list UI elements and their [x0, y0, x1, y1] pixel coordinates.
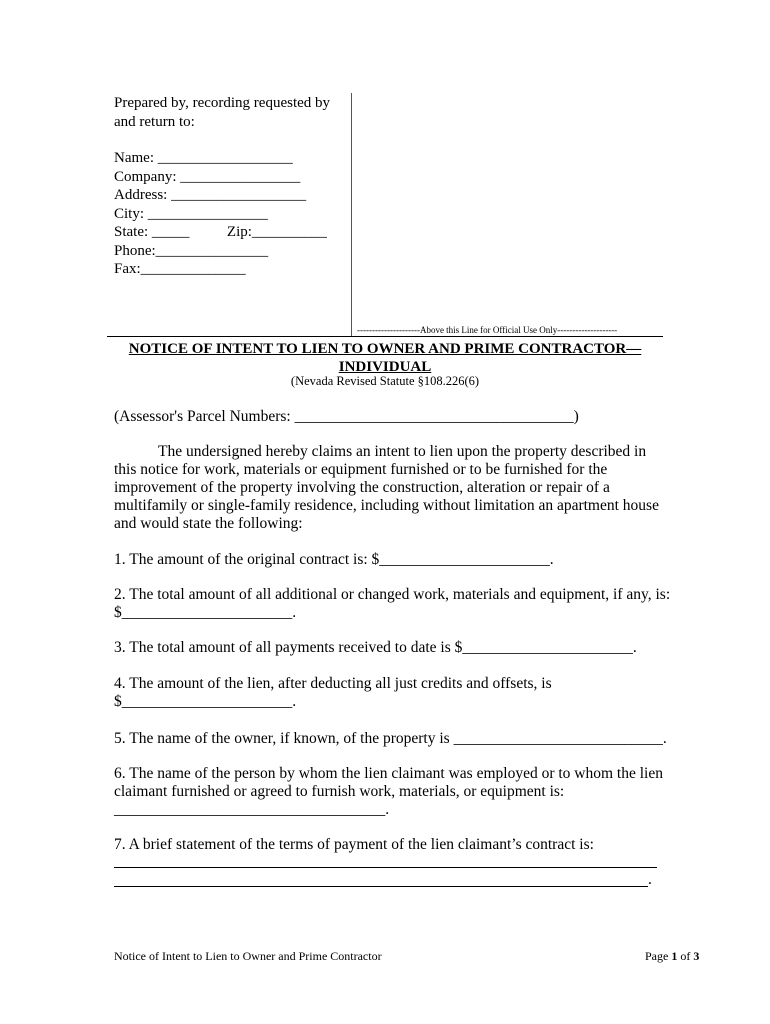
item-7-period: .	[648, 871, 652, 888]
item-7: 7. A brief statement of the terms of payment of the lien claimant’s contract is:	[114, 836, 594, 853]
item-2-line1: 2. The total amount of all additional or changed work, materials and equipment, if any, is:	[114, 586, 671, 603]
company-field: Company: ________________	[114, 168, 301, 185]
item-6-line2: claimant furnished or agreed to furnish work, materials, or equipment is:	[114, 783, 565, 800]
document-title	[107, 340, 663, 376]
footer-title: Notice of Intent to Lien to Owner and Prime Contractor	[114, 949, 382, 963]
address-field: Address: __________________	[114, 187, 307, 203]
fax-field: Fax:______________	[114, 261, 246, 277]
prepared-by-block	[114, 94, 330, 279]
item-6-line1: 6. The name of the person by whom the lien claimant was employed or to whom the lien	[114, 765, 663, 782]
horizontal-divider	[107, 336, 663, 337]
page-total: 3	[693, 949, 700, 963]
item-1: 1. The amount of the original contract is: $______________________.	[114, 551, 554, 568]
item-2	[114, 586, 670, 622]
item-2-line2: $______________________.	[114, 604, 297, 621]
title-line2: INDIVIDUAL	[338, 359, 432, 375]
state-zip-field: State: _____ Zip:__________	[114, 224, 327, 240]
city-field: City: ________________	[114, 205, 268, 222]
page-of: of	[677, 949, 694, 963]
name-field: Name: __________________	[114, 150, 293, 166]
item-4	[114, 675, 552, 711]
official-use-label: ---------------------Above this Line for Official Use Only--------------------	[357, 325, 618, 335]
item-4-line1: 4. The amount of the lien, after deducting all just credits and offsets, is	[114, 675, 552, 692]
item-6	[114, 765, 663, 819]
item-7-blank-line1	[114, 867, 657, 868]
item-4-line2: $______________________.	[114, 693, 297, 710]
page-current: 1	[671, 949, 678, 963]
item-5: 5. The name of the owner, if known, of the property is ___________________________.	[114, 730, 667, 747]
title-line1: NOTICE OF INTENT TO LIEN TO OWNER AND PRIME CONTRACTOR—	[128, 341, 642, 357]
vertical-divider	[351, 93, 352, 336]
item-6-line3: ___________________________________.	[114, 801, 390, 818]
parcel-numbers-field: (Assessor's Parcel Numbers: ____________________________________)	[114, 408, 579, 425]
page-word: Page	[645, 949, 672, 963]
statute-reference: (Nevada Revised Statute §108.226(6)	[290, 374, 480, 388]
phone-field: Phone:_______________	[114, 242, 269, 259]
page-number	[645, 949, 699, 963]
item-3: 3. The total amount of all payments received to date is $______________________.	[114, 639, 637, 656]
intro-paragraph: The undersigned hereby claims an intent to lien upon the property described in this notice for work, materials or equipment furnished or to be furnished for the improvement of the property involving the construction, alteration or repair of a multifamily or single-family residence, including without limitation an apartment house and would state the following:	[114, 443, 659, 532]
item-7-blank-line2	[114, 886, 648, 887]
prepared-by-line1: Prepared by, recording requested by	[114, 95, 331, 111]
prepared-by-line2: and return to:	[114, 113, 195, 130]
